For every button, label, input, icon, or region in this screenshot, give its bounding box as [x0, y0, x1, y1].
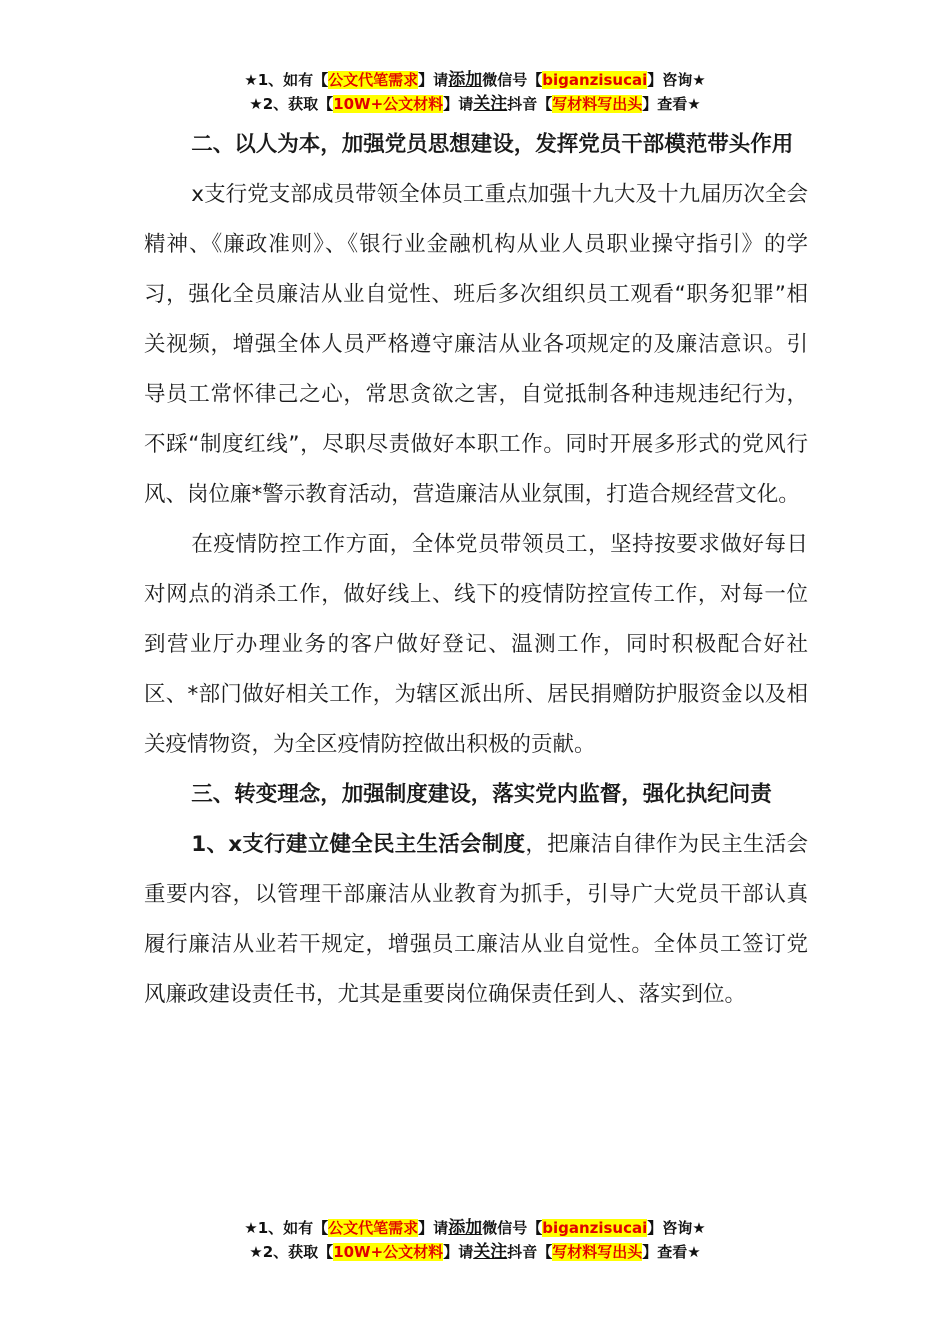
section-heading-3: 三、转变理念，加强制度建设，落实党内监督，强化执纪问责 [191, 782, 772, 807]
banner-text: 】咨询★ [647, 71, 706, 89]
banner-highlight: 10W+公文材料 [333, 1243, 444, 1261]
banner-text: ★1、如有【 [244, 71, 329, 89]
banner-text: 】查看★ [642, 95, 701, 113]
banner-underlined: 添加 [448, 70, 483, 90]
banner-text: 】请 [418, 1219, 449, 1237]
banner-douyin-id: 写材料写出头 [552, 95, 643, 113]
banner-underlined: 添加 [448, 1218, 483, 1238]
banner-text: 抖音【 [507, 1243, 553, 1261]
section-heading-2: 二、以人为本，加强党员思想建设，发挥党员干部模范带头作用 [191, 132, 794, 157]
header-banner [0, 68, 950, 116]
banner-text: 】请 [443, 1243, 474, 1261]
banner-line-2 [0, 1240, 950, 1264]
paragraph-3-lead: 1、x支行建立健全民主生活会制度 [191, 832, 526, 857]
banner-wechat-id: biganzisucai [542, 1219, 648, 1237]
paragraph-1: x支行党支部成员带领全体员工重点加强十九大及十九届历次全会精神、《廉政准则》、《银行业金融机构从业人员职业操守指引》的学习，强化全员廉洁从业自觉性、班后多次组织员工观看“职务犯罪”相关视频，增强全体人员严格遵守廉洁从业各项规定的及廉洁意识。引导员工常怀律己之心，常思贪欲之害，自觉抵制各种违规违纪行为，不踩“制度红线”，尽职尽责做好本职工作。同时开展多形式的党风行风、岗位廉*警示教育活动，营造廉洁从业氛围，打造合规经营文化。 [144, 182, 808, 507]
banner-text: ★1、如有【 [244, 1219, 329, 1237]
banner-text: ★2、获取【 [249, 95, 334, 113]
banner-line-1 [0, 1216, 950, 1240]
paragraph-3-text: ，把廉洁自律作为民主生活会重要内容，以管理干部廉洁从业教育为抓手，引导广大党员干部认真履行廉洁从业若干规定，增强员工廉洁从业自觉性。全体员工签订党风廉政建设责任书，尤其是重要岗位确保责任到人、落实到位。 [144, 832, 808, 1007]
banner-highlight: 公文代笔需求 [328, 71, 419, 89]
banner-text: 】请 [418, 71, 449, 89]
banner-text: 微信号【 [482, 1219, 543, 1237]
banner-highlight: 公文代笔需求 [328, 1219, 419, 1237]
banner-text: 微信号【 [482, 71, 543, 89]
paragraph-2: 在疫情防控工作方面，全体党员带领员工，坚持按要求做好每日对网点的消杀工作，做好线上、线下的疫情防控宣传工作，对每一位到营业厅办理业务的客户做好登记、温测工作，同时积极配合好社区、*部门做好相关工作，为辖区派出所、居民捐赠防护服资金以及相关疫情物资，为全区疫情防控做出积极的贡献。 [144, 532, 808, 757]
banner-wechat-id: biganzisucai [542, 71, 648, 89]
banner-text: 】查看★ [642, 1243, 701, 1261]
banner-line-1 [0, 68, 950, 92]
banner-text: 】请 [443, 95, 474, 113]
banner-underlined: 关注 [473, 94, 508, 114]
banner-highlight: 10W+公文材料 [333, 95, 444, 113]
banner-text: ★2、获取【 [249, 1243, 334, 1261]
banner-douyin-id: 写材料写出头 [552, 1243, 643, 1261]
banner-line-2 [0, 92, 950, 116]
footer-banner [0, 1216, 950, 1264]
banner-underlined: 关注 [473, 1242, 508, 1262]
document-body [144, 120, 808, 1020]
banner-text: 抖音【 [507, 95, 553, 113]
paragraph-3 [144, 820, 808, 1020]
banner-text: 】咨询★ [647, 1219, 706, 1237]
